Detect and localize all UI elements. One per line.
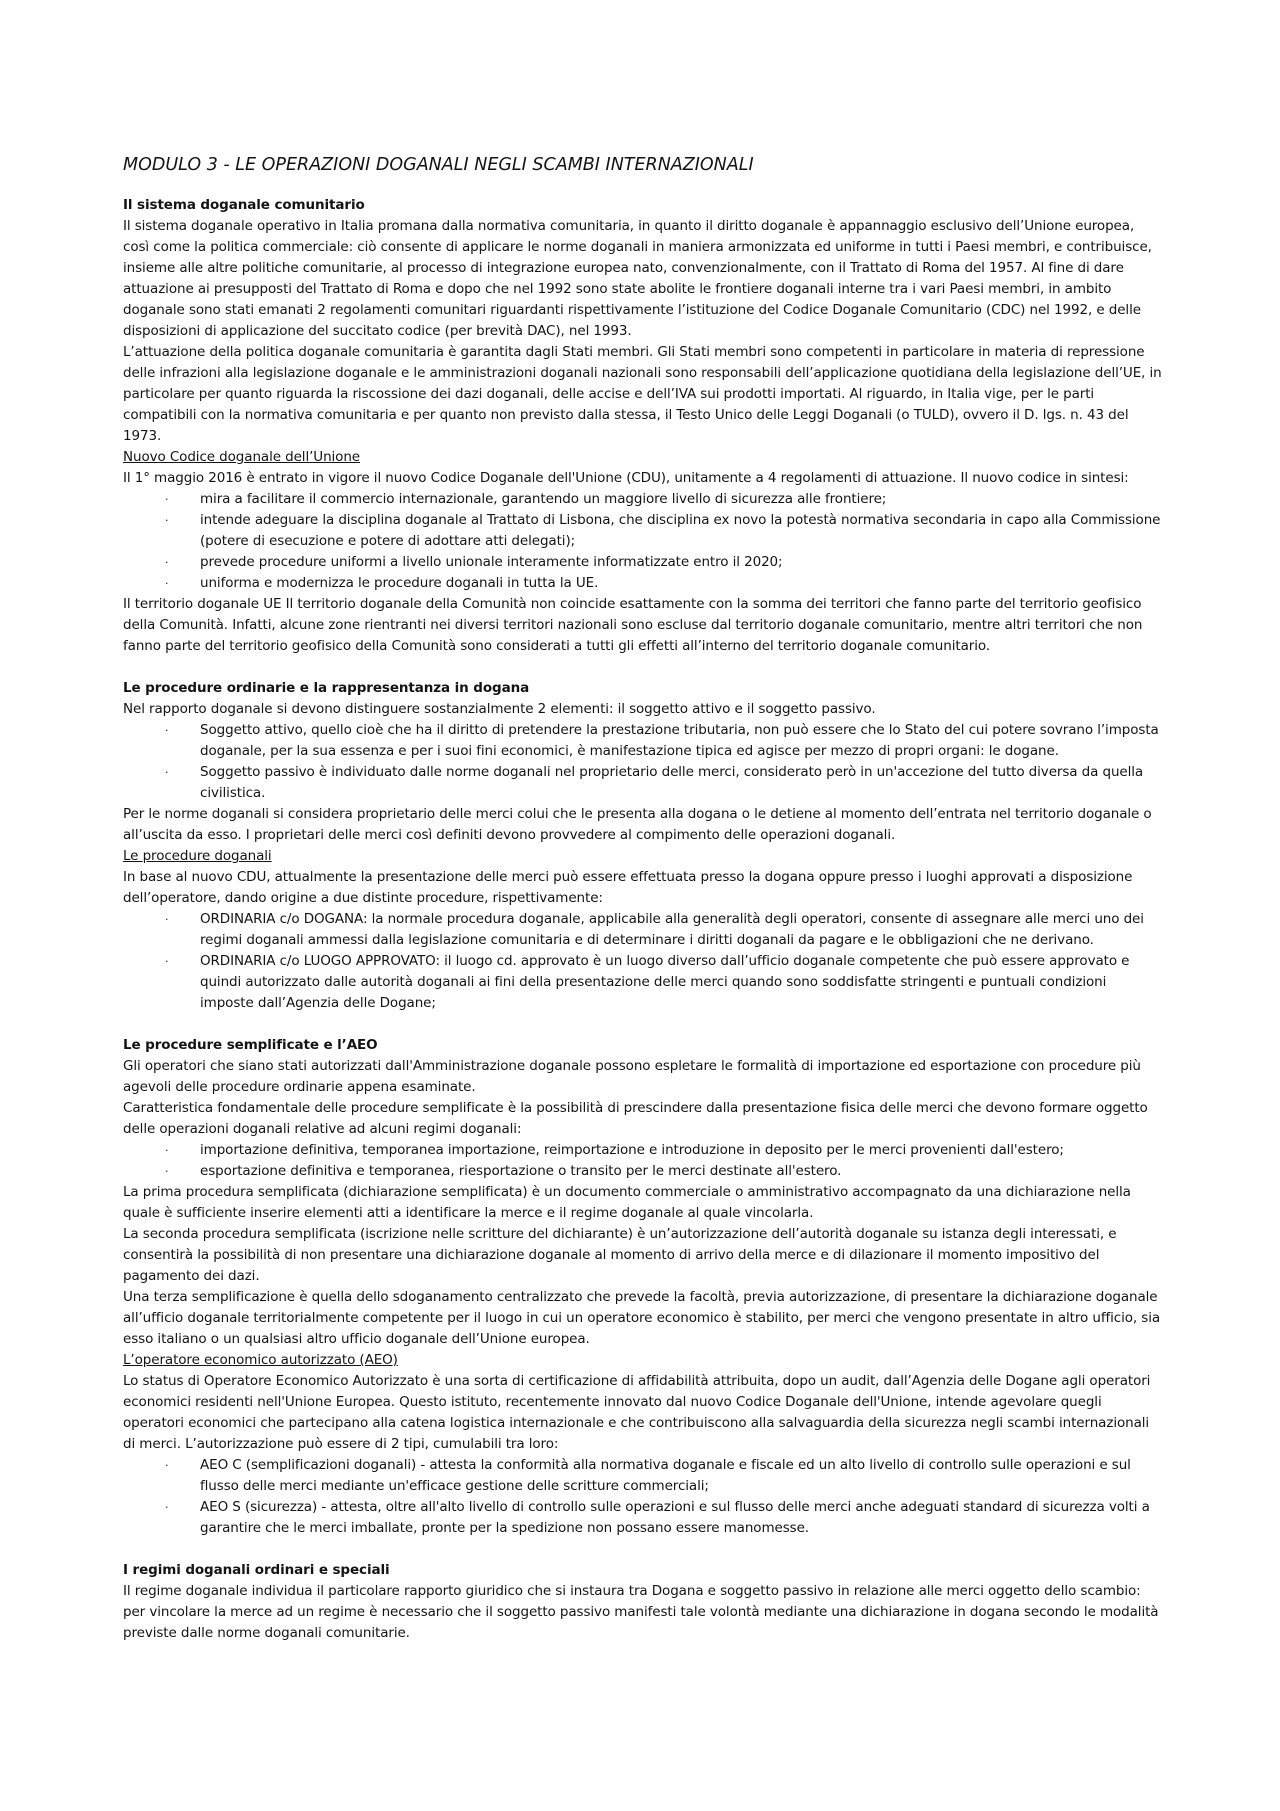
section-heading: Il sistema doganale comunitario bbox=[123, 197, 365, 213]
list-item-text: AEO C (semplificazioni doganali) - attesta la conformità alla normativa doganale e fiscale ed un alto livello di controllo sulle operazioni e sul flusso delle merci mediante un'efficace gestione delle scritture commerciali; bbox=[200, 1457, 1131, 1494]
bullet-list bbox=[123, 1140, 1163, 1182]
subsection-heading: Le procedure doganali bbox=[123, 848, 272, 864]
paragraph: Per le norme doganali si considera proprietario delle merci colui che le presenta alla dogana o le detiene al momento dell’entrata nel territorio doganale o all’uscita da esso. I proprietari delle merci così definiti devono provvedere al compimento delle operazioni doganali. bbox=[123, 806, 1152, 843]
bullet-list bbox=[123, 909, 1163, 1014]
list-item bbox=[123, 1140, 1163, 1161]
section-spacer bbox=[123, 657, 1163, 678]
bullet-list bbox=[123, 720, 1163, 804]
bullet-icon: · bbox=[165, 577, 169, 590]
list-item bbox=[123, 489, 1163, 510]
bullet-list bbox=[123, 1455, 1163, 1539]
section-spacer bbox=[123, 1014, 1163, 1035]
document-body bbox=[123, 153, 1163, 1644]
list-item-text: intende adeguare la disciplina doganale al Trattato di Lisbona, che disciplina ex novo la potestà normativa secondaria in capo alla Commissione (potere di esecuzione e potere di adottare atti delegati); bbox=[200, 512, 1161, 549]
paragraph: Il territorio doganale UE Il territorio doganale della Comunità non coincide esattamente con la somma dei territori che fanno parte del territorio geofisico della Comunità. Infatti, alcune zone rientranti nei diversi territori nazionali sono escluse dal territorio doganale comunitario, mentre altri territori che non fanno parte del territorio geofisico della Comunità sono considerati a tutti gli effetti all’interno del territorio doganale comunitario. bbox=[123, 596, 1143, 654]
bullet-icon: · bbox=[165, 766, 169, 779]
list-item bbox=[123, 510, 1163, 552]
section-heading: Le procedure ordinarie e la rappresentanza in dogana bbox=[123, 680, 530, 696]
paragraph: Il regime doganale individua il particolare rapporto giuridico che si instaura tra Dogana e soggetto passivo in relazione alle merci oggetto dello scambio: per vincolare la merce ad un regime è necessario che il soggetto passivo manifesti tale volontà mediante una dichiarazione in dogana secondo le modalità previste dalle norme doganali comunitarie. bbox=[123, 1583, 1159, 1641]
section-spacer bbox=[123, 1539, 1163, 1560]
list-item bbox=[123, 909, 1163, 951]
list-item bbox=[123, 720, 1163, 762]
bullet-icon: · bbox=[165, 556, 169, 569]
list-item bbox=[123, 552, 1163, 573]
subsection-heading: L’operatore economico autorizzato (AEO) bbox=[123, 1352, 398, 1368]
list-item-text: ORDINARIA c/o DOGANA: la normale procedura doganale, applicabile alla generalità degli operatori, consente di assegnare alle merci uno dei regimi doganali ammessi dalla legislazione comunitaria e di determinare i diritti doganali da pagare e le obbligazioni che ne derivano. bbox=[200, 911, 1144, 948]
list-item-text: esportazione definitiva e temporanea, riesportazione o transito per le merci destinate all'estero. bbox=[200, 1163, 842, 1179]
list-item-text: ORDINARIA c/o LUOGO APPROVATO: il luogo cd. approvato è un luogo diverso dall’ufficio doganale competente che può essere approvato e quindi autorizzato dalle autorità doganali ai fini della presentazione delle merci quando sono soddisfatte stringenti e puntuali condizioni imposte dall’Agenzia delle Dogane; bbox=[200, 953, 1130, 1011]
bullet-icon: · bbox=[165, 913, 169, 926]
paragraph: Caratteristica fondamentale delle procedure semplificate è la possibilità di prescindere dalla presentazione fisica delle merci che devono formare oggetto delle operazioni doganali relative ad alcuni regimi doganali: bbox=[123, 1100, 1148, 1137]
list-item-text: prevede procedure uniformi a livello unionale interamente informatizzate entro il 2020; bbox=[200, 554, 783, 570]
paragraph: Il 1° maggio 2016 è entrato in vigore il nuovo Codice Doganale dell'Unione (CDU), unitamente a 4 regolamenti di attuazione. Il nuovo codice in sintesi: bbox=[123, 470, 1129, 486]
bullet-icon: · bbox=[165, 1144, 169, 1157]
paragraph: La seconda procedura semplificata (iscrizione nelle scritture del dichiarante) è un’autorizzazione dell’autorità doganale su istanza degli interessati, e consentirà la possibilità di non presentare una dichiarazione doganale al momento di arrivo della merce e di dilazionare il momento impositivo del pagamento dei dazi. bbox=[123, 1226, 1117, 1284]
bullet-icon: · bbox=[165, 1459, 169, 1472]
paragraph: Lo status di Operatore Economico Autorizzato è una sorta di certificazione di affidabilità attribuita, dopo un audit, dall’Agenzia delle Dogane agli operatori economici residenti nell'Unione Europea. Questo istituto, recentemente innovato dal nuovo Codice Doganale dell'Unione, intende agevolare quegli operatori economici che partecipano alla catena logistica internazionale e che contribuiscono alla salvaguardia della sicurezza negli scambi internazionali di merci. L’autorizzazione può essere di 2 tipi, cumulabili tra loro: bbox=[123, 1373, 1151, 1452]
subsection-heading: Nuovo Codice doganale dell’Unione bbox=[123, 449, 361, 465]
bullet-icon: · bbox=[165, 1165, 169, 1178]
paragraph: Nel rapporto doganale si devono distinguere sostanzialmente 2 elementi: il soggetto attivo e il soggetto passivo. bbox=[123, 701, 876, 717]
bullet-icon: · bbox=[165, 955, 169, 968]
list-item bbox=[123, 1161, 1163, 1182]
paragraph: L’attuazione della politica doganale comunitaria è garantita dagli Stati membri. Gli Stati membri sono competenti in particolare in materia di repressione delle infrazioni alla legislazione doganale e le amministrazioni doganali nazionali sono responsabili dell’applicazione quotidiana della legislazione dell’UE, in particolare per quanto riguarda la riscossione dei dazi doganali, delle accise e dell’IVA sui prodotti importati. Al riguardo, in Italia vige, per le parti compatibili con la normativa comunitaria e per quanto non previsto dalla stessa, il Testo Unico delle Leggi Doganali (o TULD), ovvero il D. lgs. n. 43 del 1973. bbox=[123, 344, 1162, 444]
list-item-text: uniforma e modernizza le procedure doganali in tutta la UE. bbox=[200, 575, 599, 591]
list-item-text: mira a facilitare il commercio internazionale, garantendo un maggiore livello di sicurezza alle frontiere; bbox=[200, 491, 887, 507]
paragraph: La prima procedura semplificata (dichiarazione semplificata) è un documento commerciale o amministrativo accompagnato da una dichiarazione nella quale è sufficiente inserire elementi atti a identificare la merce e il regime doganale al quale vincolarla. bbox=[123, 1184, 1131, 1221]
list-item bbox=[123, 1455, 1163, 1497]
list-item bbox=[123, 951, 1163, 1014]
paragraph: Una terza semplificazione è quella dello sdoganamento centralizzato che prevede la facoltà, previa autorizzazione, di presentare la dichiarazione doganale all’ufficio doganale territorialmente competente per il luogo in cui un operatore economico è stabilito, per merci che vengono presentate in altro ufficio, sia esso italiano o un qualsiasi altro ufficio doganale dell’Unione europea. bbox=[123, 1289, 1161, 1347]
paragraph: Gli operatori che siano stati autorizzati dall'Amministrazione doganale possono espletare le formalità di importazione ed esportazione con procedure più agevoli delle procedure ordinarie appena esaminate. bbox=[123, 1058, 1141, 1095]
section-heading: Le procedure semplificate e l’AEO bbox=[123, 1037, 378, 1053]
list-item bbox=[123, 1497, 1163, 1539]
bullet-icon: · bbox=[165, 514, 169, 527]
bullet-icon: · bbox=[165, 724, 169, 737]
list-item-text: importazione definitiva, temporanea importazione, reimportazione e introduzione in deposito per le merci provenienti dall'estero; bbox=[200, 1142, 1064, 1158]
paragraph: In base al nuovo CDU, attualmente la presentazione delle merci può essere effettuata presso la dogana oppure presso i luoghi approvati a disposizione dell’operatore, dando origine a due distinte procedure, rispettivamente: bbox=[123, 869, 1133, 906]
list-item-text: Soggetto attivo, quello cioè che ha il diritto di pretendere la prestazione tributaria, non può essere che lo Stato del cui potere sovrano l’imposta doganale, per la sua essenza e per i suoi fini economici, è manifestazione tipica ed agisce per mezzo di propri organi: le dogane. bbox=[200, 722, 1159, 759]
bullet-icon: · bbox=[165, 493, 169, 506]
section-heading: I regimi doganali ordinari e speciali bbox=[123, 1562, 390, 1578]
list-item-text: Soggetto passivo è individuato dalle norme doganali nel proprietario delle merci, considerato però in un'accezione del tutto diversa da quella civilistica. bbox=[200, 764, 1144, 801]
list-item-text: AEO S (sicurezza) - attesta, oltre all'alto livello di controllo sulle operazioni e sul flusso delle merci anche adeguati standard di sicurezza volti a garantire che le merci imballate, pronte per la spedizione non possano essere manomesse. bbox=[200, 1499, 1150, 1536]
bullet-list bbox=[123, 489, 1163, 594]
bullet-icon: · bbox=[165, 1501, 169, 1514]
list-item bbox=[123, 762, 1163, 804]
paragraph: Il sistema doganale operativo in Italia promana dalla normativa comunitaria, in quanto il diritto doganale è appannaggio esclusivo dell’Unione europea, così come la politica commerciale: ciò consente di applicare le norme doganali in maniera armonizzata ed uniforme in tutti i Paesi membri, e contribuisce, insieme alle altre politiche comunitarie, al processo di integrazione europea nato, convenzionalmente, con il Trattato di Roma del 1957. Al fine di dare attuazione ai presupposti del Trattato di Roma e dopo che nel 1992 sono state abolite le frontiere doganali interne tra i vari Paesi membri, in ambito doganale sono stati emanati 2 regolamenti comunitari riguardanti rispettivamente l’istituzione del Codice Doganale Comunitario (CDC) nel 1992, e delle disposizioni di applicazione del succitato codice (per brevità DAC), nel 1993. bbox=[123, 218, 1152, 339]
list-item bbox=[123, 573, 1163, 594]
document-title: MODULO 3 - LE OPERAZIONI DOGANALI NEGLI SCAMBI INTERNAZIONALI bbox=[123, 155, 754, 175]
